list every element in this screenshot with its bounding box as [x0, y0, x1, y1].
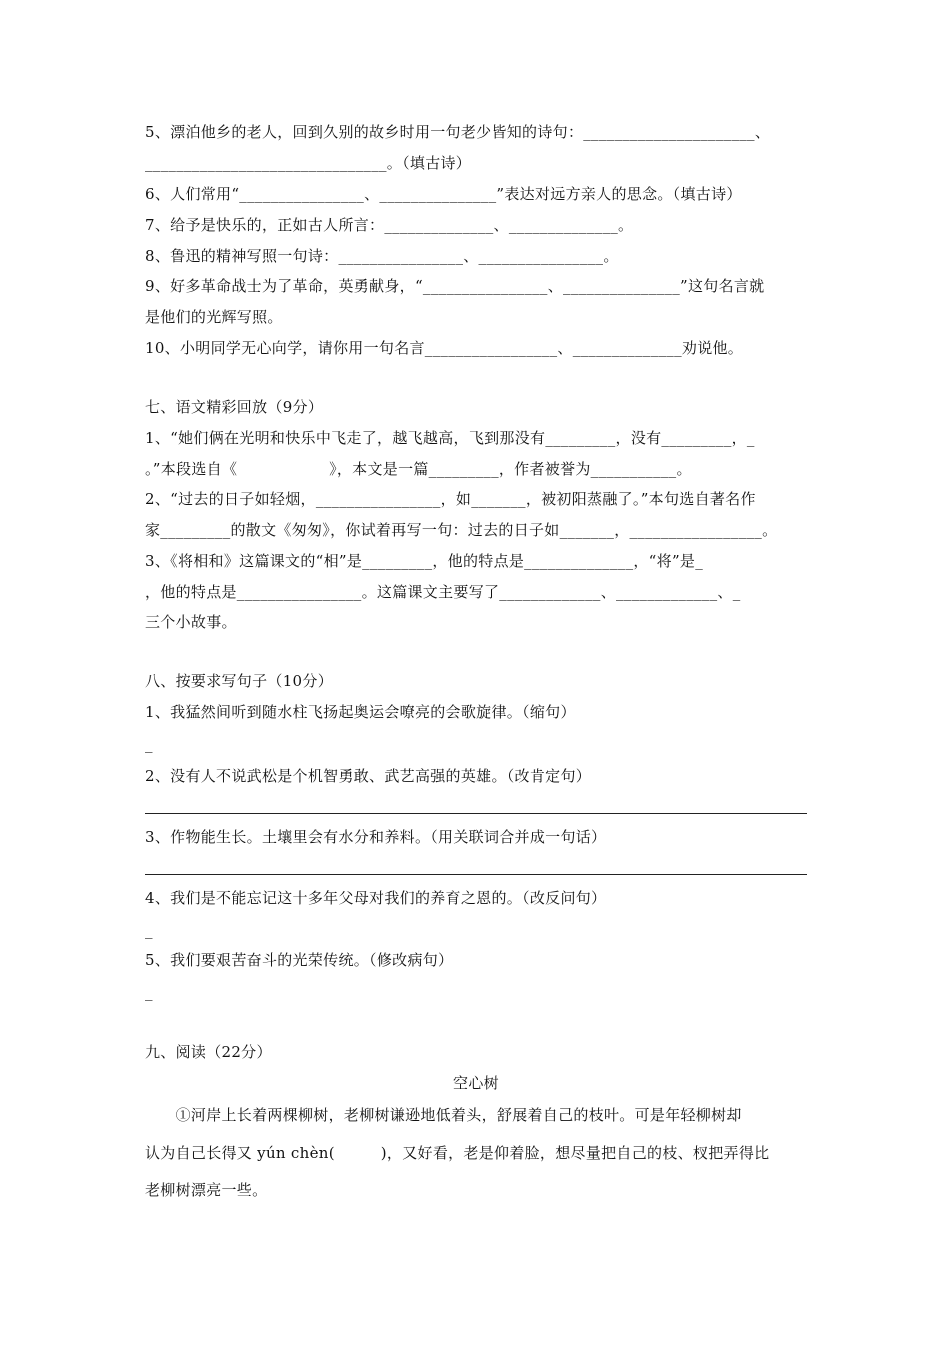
section-8-title: 八、按要求写句子（10分） — [145, 672, 333, 690]
question-6-7: 7、给予是快乐的，正如古人所言：______________、______________。 — [145, 216, 634, 234]
question-8-5: 5、我们要艰苦奋斗的光荣传统。（修改病句） — [145, 951, 454, 969]
paragraph-line-2: 认为自己长得又 yún chèn( )，又好看，老是仰着脸，想尽量把自己的枝、杈把弄得比 — [145, 1144, 770, 1162]
question-6-5-line-1: 5、漂泊他乡的老人，回到久别的故乡时用一句老少皆知的诗句：______________________、 — [145, 123, 771, 141]
section-9-title: 九、阅读（22分） — [145, 1043, 272, 1061]
question-8-4: 4、我们是不能忘记这十多年父母对我们的养育之恩的。（改反问句） — [145, 889, 607, 907]
question-6-10: 10、小明同学无心向学，请你用一句名言_________________、______________劝说他。 — [145, 339, 744, 357]
question-8-2: 2、没有人不说武松是个机智勇敢、武艺高强的英雄。（改肯定句） — [145, 767, 592, 785]
answer-rule-8-3 — [145, 874, 807, 875]
question-6-8: 8、鲁迅的精神写照一句诗：________________、________________。 — [145, 247, 619, 265]
question-6-9-line-1: 9、好多革命战士为了革命，英勇献身，“________________、_______________”这句名言就 — [145, 277, 765, 295]
question-6-6: 6、人们常用“________________、_______________”表达对远方亲人的思念。（填古诗） — [145, 185, 742, 203]
question-7-2-line-2: 家_________的散文《匆匆》，你试着再写一句：过去的日子如_______，_________________。 — [145, 521, 778, 539]
question-6-5-line-2: _______________________________。（填古诗） — [145, 154, 472, 172]
section-7-title: 七、语文精彩回放（9分） — [145, 398, 324, 416]
article-title: 空心树 — [453, 1074, 499, 1092]
question-7-2-line-1: 2、“过去的日子如轻烟，________________，如_______，被初阳蒸融了。”本句选自著名作 — [145, 490, 756, 508]
question-8-3: 3、作物能生长。土壤里会有水分和养料。（用关联词合并成一句话） — [145, 828, 607, 846]
question-8-1: 1、我猛然间听到随水柱飞扬起奥运会嘹亮的会歌旋律。（缩句） — [145, 703, 576, 721]
answer-line-8-4: _ — [145, 921, 153, 939]
question-7-1-line-1: 1、“她们俩在光明和快乐中飞走了，越飞越高，飞到那没有_________，没有_________，_ — [145, 429, 755, 447]
question-7-3-line-3: 三个小故事。 — [145, 613, 237, 631]
answer-line-8-5: _ — [145, 983, 153, 1001]
paragraph-line-1: ①河岸上长着两棵柳树，老柳树谦逊地低着头，舒展着自己的枝叶。可是年轻柳树却 — [145, 1106, 742, 1124]
question-7-1-line-2: 。”本段选自《 》，本文是一篇_________，作者被誉为___________。 — [145, 460, 692, 478]
paragraph-line-3: 老柳树漂亮一些。 — [145, 1181, 268, 1199]
answer-rule-8-2 — [145, 813, 807, 814]
question-6-9-line-2: 是他们的光辉写照。 — [145, 308, 283, 326]
question-7-3-line-1: 3、《将相和》这篇课文的“相”是_________，他的特点是______________，“将”是_ — [145, 552, 704, 570]
question-7-3-line-2: ，他的特点是________________。这篇课文主要写了_____________、_____________、_ — [145, 583, 741, 601]
answer-line-8-1: _ — [145, 735, 153, 753]
